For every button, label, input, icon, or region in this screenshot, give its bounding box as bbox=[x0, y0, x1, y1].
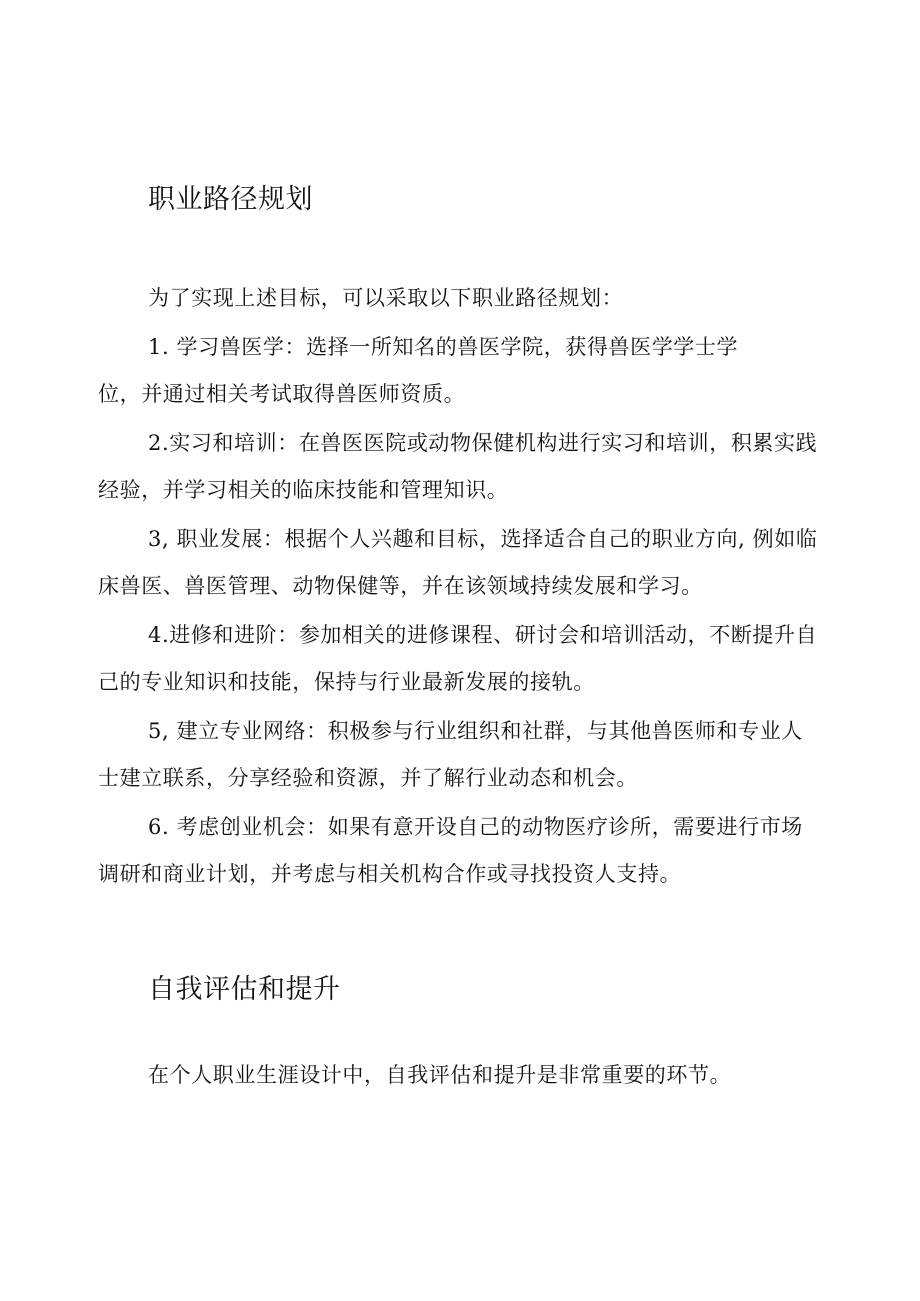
list-item: 5, 建立专业网络：积极参与行业组织和社群，与其他兽医师和专业人士建立联系，分享经验和资源，并了解行业动态和机会。 bbox=[98, 719, 803, 790]
career-path-section bbox=[98, 275, 824, 900]
section-heading-career-path: 职业路径规划 bbox=[148, 184, 313, 215]
section-heading-self-assessment: 自我评估和提升 bbox=[148, 974, 341, 1005]
intro-paragraph: 在个人职业生涯设计中，自我评估和提升是非常重要的环节。 bbox=[148, 1063, 732, 1087]
list-item: 6. 考虑创业机会：如果有意开设自己的动物医疗诊所，需要进行市场调研和商业计划，并考虑与相关机构合作或寻找投资人支持。 bbox=[98, 815, 803, 886]
list-item: 1. 学习兽医学：选择一所知名的兽医学院，获得兽医学学士学位，并通过相关考试取得兽医师资质。 bbox=[98, 335, 739, 406]
intro-paragraph: 为了实现上述目标，可以采取以下职业路径规划： bbox=[148, 286, 624, 310]
self-assessment-section bbox=[98, 1052, 824, 1101]
list-item: 2.实习和培训：在兽医医院或动物保健机构进行实习和培训，积累实践经验，并学习相关的临床技能和管理知识。 bbox=[98, 431, 818, 502]
list-item: 3, 职业发展：根据个人兴趣和目标，选择适合自己的职业方向, 例如临床兽医、兽医管理、动物保健等，并在该领域持续发展和学习。 bbox=[98, 527, 818, 598]
list-item: 4.进修和进阶：参加相关的进修课程、研讨会和培训活动，不断提升自己的专业知识和技能，保持与行业最新发展的接轨。 bbox=[98, 623, 818, 694]
